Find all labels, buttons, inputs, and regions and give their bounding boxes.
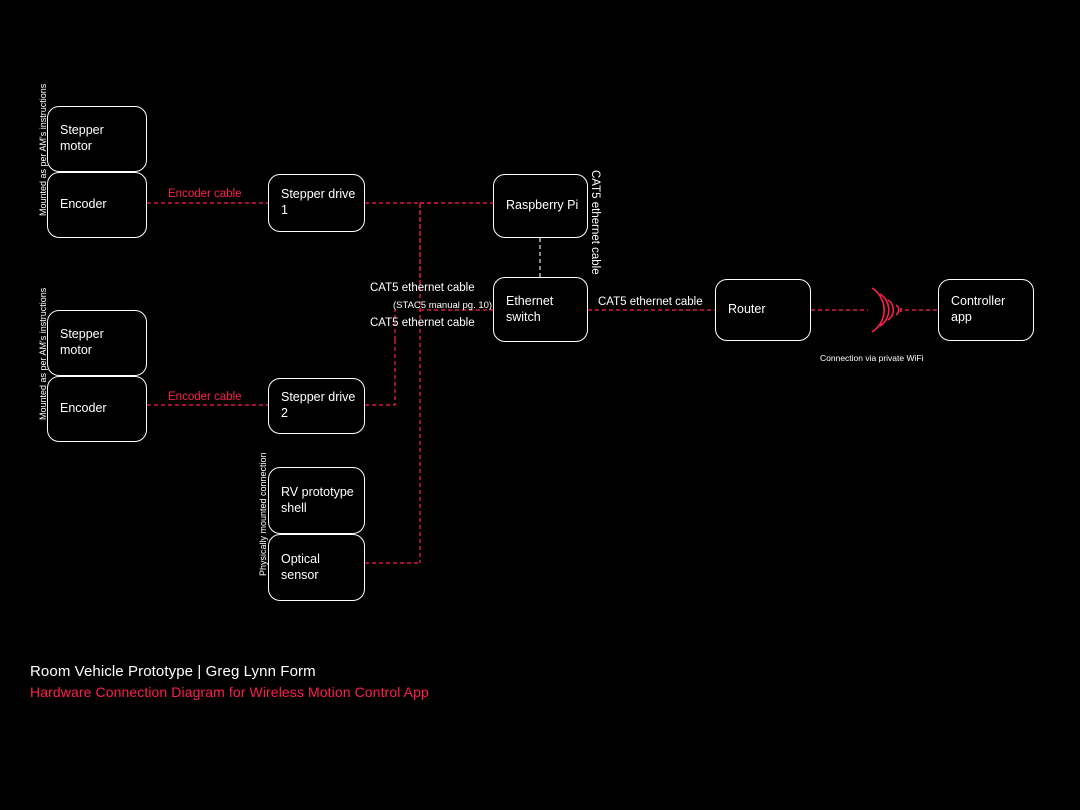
wire-drive1-bus: [365, 203, 420, 290]
node-stepper-motor-1[interactable]: [47, 106, 147, 172]
side-label-mounted-top: Mounted as per AM's instructions: [38, 83, 48, 216]
node-label: Raspberry Pi: [506, 198, 579, 213]
node-ethernet-switch[interactable]: [493, 277, 588, 342]
node-stepper-drive-2[interactable]: [268, 378, 365, 434]
node-encoder-2[interactable]: [47, 376, 147, 442]
node-label: Stepper motor: [60, 123, 104, 153]
edge-label-encoder-cable-1: Encoder cable: [168, 188, 242, 200]
node-stepper-drive-1[interactable]: [268, 174, 365, 232]
node-label: RV prototype shell: [281, 484, 354, 515]
node-raspberry-pi[interactable]: [493, 174, 588, 238]
wifi-arcs: [872, 288, 901, 332]
node-stepper-motor-2[interactable]: [47, 310, 147, 376]
edge-label-cat5-vertical: CAT5 ethernet cable: [589, 170, 601, 275]
wire-drive2-bus: [365, 340, 395, 405]
title-block: [30, 663, 429, 700]
edge-label-cat5-top-note: (STAC5 manual pg. 10): [393, 300, 493, 311]
node-label: Controller app: [951, 294, 1006, 324]
side-label-physical-mount: Physically mounted connection: [258, 452, 268, 576]
node-rv-prototype-shell[interactable]: [268, 467, 365, 534]
node-label: Stepper drive 2: [281, 390, 356, 420]
edge-label-cat5-top: CAT5 ethernet cable: [370, 282, 475, 294]
node-encoder-1[interactable]: [47, 172, 147, 238]
node-label: Router: [728, 302, 766, 317]
node-label: Stepper motor: [60, 327, 104, 357]
node-router[interactable]: [715, 279, 811, 341]
edge-label-encoder-cable-2: Encoder cable: [168, 391, 242, 403]
node-label: Encoder: [60, 197, 107, 212]
node-controller-app[interactable]: [938, 279, 1034, 341]
side-label-mounted-bottom: Mounted as per AM's instructions: [38, 287, 48, 420]
node-optical-sensor[interactable]: [268, 534, 365, 601]
node-label: Optical sensor: [281, 551, 320, 582]
page-subtitle: Hardware Connection Diagram for Wireless Motion Control App: [30, 684, 429, 700]
wifi-caption: Connection via private WiFi: [820, 353, 924, 363]
node-label: Ethernet switch: [506, 293, 554, 324]
node-label: Stepper drive 1: [281, 187, 356, 217]
page-title: Room Vehicle Prototype | Greg Lynn Form: [30, 663, 316, 680]
edge-label-cat5-switch-router: CAT5 ethernet cable: [598, 296, 703, 308]
edge-label-cat5-bottom: CAT5 ethernet cable: [370, 317, 475, 329]
node-label: Encoder: [60, 401, 107, 416]
